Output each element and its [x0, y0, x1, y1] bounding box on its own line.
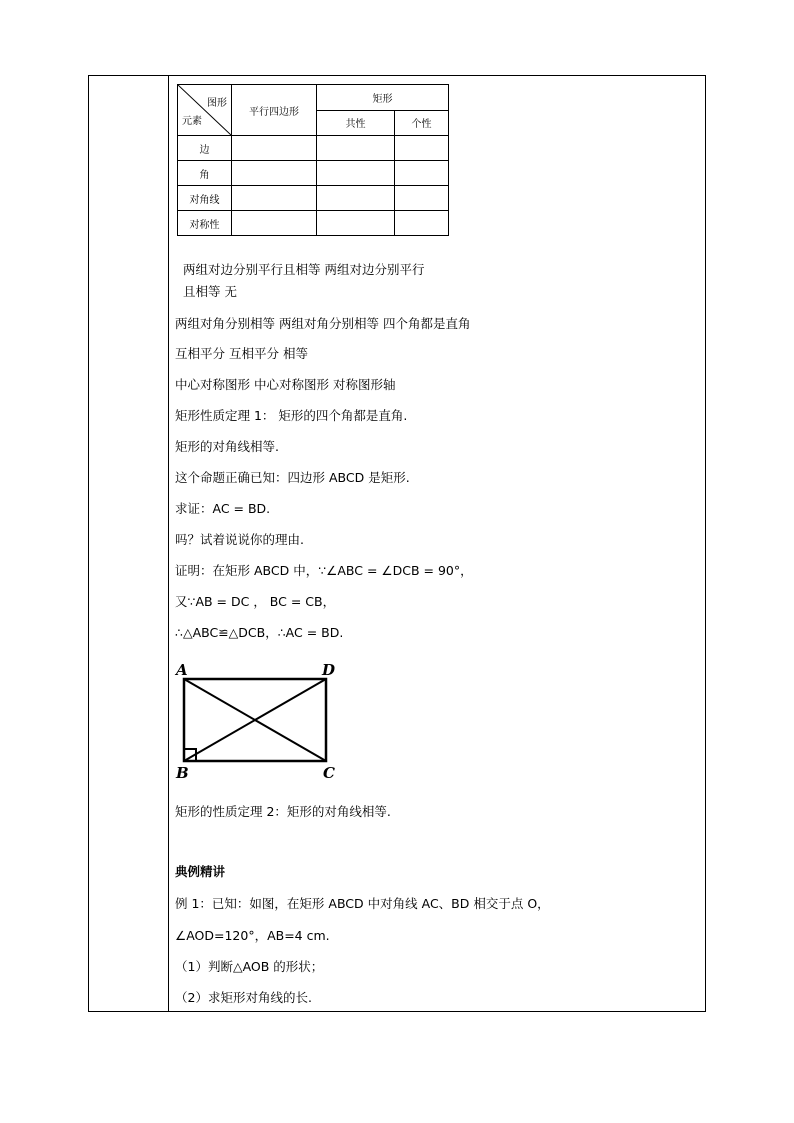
text-line-2: 且相等 无 [183, 284, 237, 299]
comparison-table [177, 84, 449, 236]
text-line-11: 证明：在矩形 ABCD 中，∵∠ABC = ∠DCB = 90°， [175, 563, 473, 578]
table-cell [395, 136, 449, 161]
section-heading: 典例精讲 [175, 864, 226, 879]
text-line-16: 例 1：已知：如图，在矩形 ABCD 中对角线 AC、BD 相交于点 O， [175, 896, 550, 911]
table-corner-cell [178, 85, 232, 136]
lesson-frame [88, 75, 706, 1012]
label-d: D [322, 661, 336, 679]
text-line-9: 求证：AC = BD. [175, 501, 271, 516]
table-cell [317, 136, 395, 161]
row-label-symmetry: 对称性 [178, 211, 232, 236]
text-line-17: ∠AOD=120°，AB=4 cm. [175, 928, 330, 943]
table-cell [317, 161, 395, 186]
table-cell [395, 211, 449, 236]
text-line-3: 两组对角分别相等 两组对角分别相等 四个角都是直角 [175, 316, 471, 331]
text-line-12: 又∵AB = DC ， BC = CB， [175, 594, 336, 609]
text-line-8: 这个命题正确已知：四边形 ABCD 是矩形. [175, 470, 410, 485]
text-line-18: （1）判断△AOB 的形状； [175, 959, 324, 974]
table-cell [317, 211, 395, 236]
table-cell [232, 186, 317, 211]
corner-top-label: 图形 [207, 98, 227, 109]
header-common: 共性 [317, 110, 395, 136]
label-b: B [176, 764, 189, 782]
text-line-4: 互相平分 互相平分 相等 [175, 346, 308, 361]
text-line-5: 中心对称图形 中心对称图形 对称图形轴 [175, 377, 396, 392]
table-cell [232, 211, 317, 236]
text-line-19: （2）求矩形对角线的长. [175, 990, 312, 1005]
diagonal-line [178, 85, 231, 135]
row-label-diagonal: 对角线 [178, 186, 232, 211]
corner-bottom-label: 元素 [182, 116, 202, 127]
text-line-14: 矩形的性质定理 2：矩形的对角线相等. [175, 804, 391, 819]
text-line-6: 矩形性质定理 1： 矩形的四个角都是直角. [175, 408, 408, 423]
table-cell [232, 161, 317, 186]
table-cell [317, 186, 395, 211]
table-cell [395, 161, 449, 186]
left-column [89, 76, 169, 1011]
content-column [169, 76, 705, 1011]
header-individual: 个性 [395, 110, 449, 136]
table-cell [232, 136, 317, 161]
rectangle-diagram [173, 661, 343, 786]
text-line-13: ∴△ABC≌△DCB，∴AC = BD. [175, 625, 344, 640]
text-line-7: 矩形的对角线相等. [175, 439, 279, 454]
header-rectangle: 矩形 [317, 85, 449, 111]
row-label-angle: 角 [178, 161, 232, 186]
text-line-10: 吗？试着说说你的理由. [175, 532, 304, 547]
label-c: C [323, 764, 335, 782]
row-label-side: 边 [178, 136, 232, 161]
header-parallelogram: 平行四边形 [232, 85, 317, 136]
label-a: A [176, 661, 188, 679]
text-line-1: 两组对边分别平行且相等 两组对边分别平行 [183, 262, 425, 277]
table-cell [395, 186, 449, 211]
